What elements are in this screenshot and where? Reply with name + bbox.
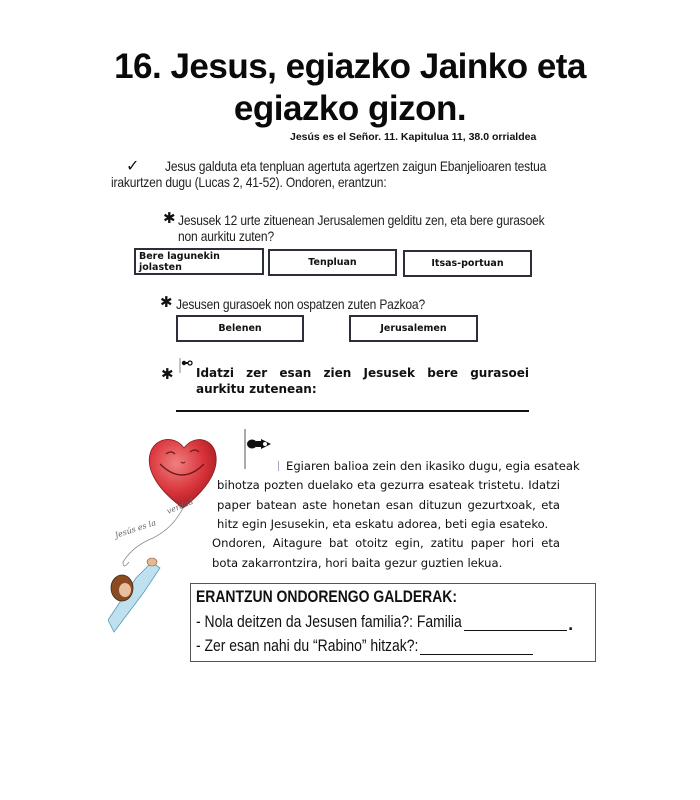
answer-option-box[interactable]: Tenpluan xyxy=(268,249,397,276)
asterisk-bullet-icon: ✱ xyxy=(163,209,176,227)
answers-question-1: - Nola deitzen da Jesusen familia?: Familia xyxy=(196,612,462,631)
answer-end-period: . xyxy=(568,618,574,634)
question-1-line-1: Jesusek 12 urte zituenean Jerusalemen gelditu zen, eta bere gurasoek xyxy=(178,212,545,228)
question-3-text: Idatzi zer esan zien Jesusek bere gurasoei aurkitu zutenean: xyxy=(196,366,529,396)
pen-nib-icon xyxy=(179,358,195,378)
reflection-paragraph-1: bihotza pozten duelako eta gezurra esateak tristetu. Idatzi paper batean aste honetan esan dituzun gezurtxoak, eta hitz egin Jesusekin, eta eskatu adorea, beti egia esateko. xyxy=(217,478,560,531)
answer-line[interactable] xyxy=(176,410,529,412)
svg-text:verdad: verdad xyxy=(165,496,195,516)
asterisk-bullet-icon: ✱ xyxy=(161,365,174,383)
asterisk-bullet-icon: ✱ xyxy=(160,293,173,311)
answer-option-box[interactable]: Belenen xyxy=(176,315,304,342)
reflection-paragraph-2: Ondoren, Aitagure bat otoitz egin, zatitu paper hori eta bota zakarrontzira, hori baita gezur guztien lekua. xyxy=(212,536,560,570)
pen-nib-icon xyxy=(244,429,278,477)
text-cursor xyxy=(278,461,279,471)
answers-box-heading: ERANTZUN ONDORENGO GALDERAK: xyxy=(196,587,457,606)
balloon-string-text: Jesús es la xyxy=(113,518,158,540)
answer-blank-1[interactable] xyxy=(464,629,567,631)
page-title-line-2: egiazko gizon. xyxy=(233,89,467,128)
reflection-paragraph-1-first-line: Egiaren balioa zein den ikasiko dugu, egia esateak xyxy=(286,459,580,473)
check-icon: ✓ xyxy=(126,156,140,175)
heart-balloon xyxy=(149,439,216,508)
answer-option-box[interactable]: Bere lagunekin jolasten xyxy=(134,248,264,275)
question-1-line-2: non aurkitu zuten? xyxy=(178,228,274,244)
answers-question-2: - Zer esan nahi du “Rabino” hitzak?: xyxy=(196,636,419,655)
page-title-line-1: 16. Jesus, egiazko Jainko eta xyxy=(114,47,586,86)
answer-option-box[interactable]: Jerusalemen xyxy=(349,315,478,342)
intro-text-line-2: irakurtzen dugu (Lucas 2, 41-52). Ondoren, erantzun: xyxy=(111,174,387,190)
answer-option-box[interactable]: Itsas-portuan xyxy=(403,250,532,277)
question-2-text: Jesusen gurasoek non ospatzen zuten Pazkoa? xyxy=(176,296,425,312)
answer-blank-2[interactable] xyxy=(420,653,533,655)
intro-text-line-1: Jesus galduta eta tenpluan agertuta agertzen zaigun Ebanjelioaren testua xyxy=(165,158,547,174)
page-subtitle: Jesús es el Señor. 11. Kapitulua 11, 38.0 orrialdea xyxy=(290,131,537,143)
